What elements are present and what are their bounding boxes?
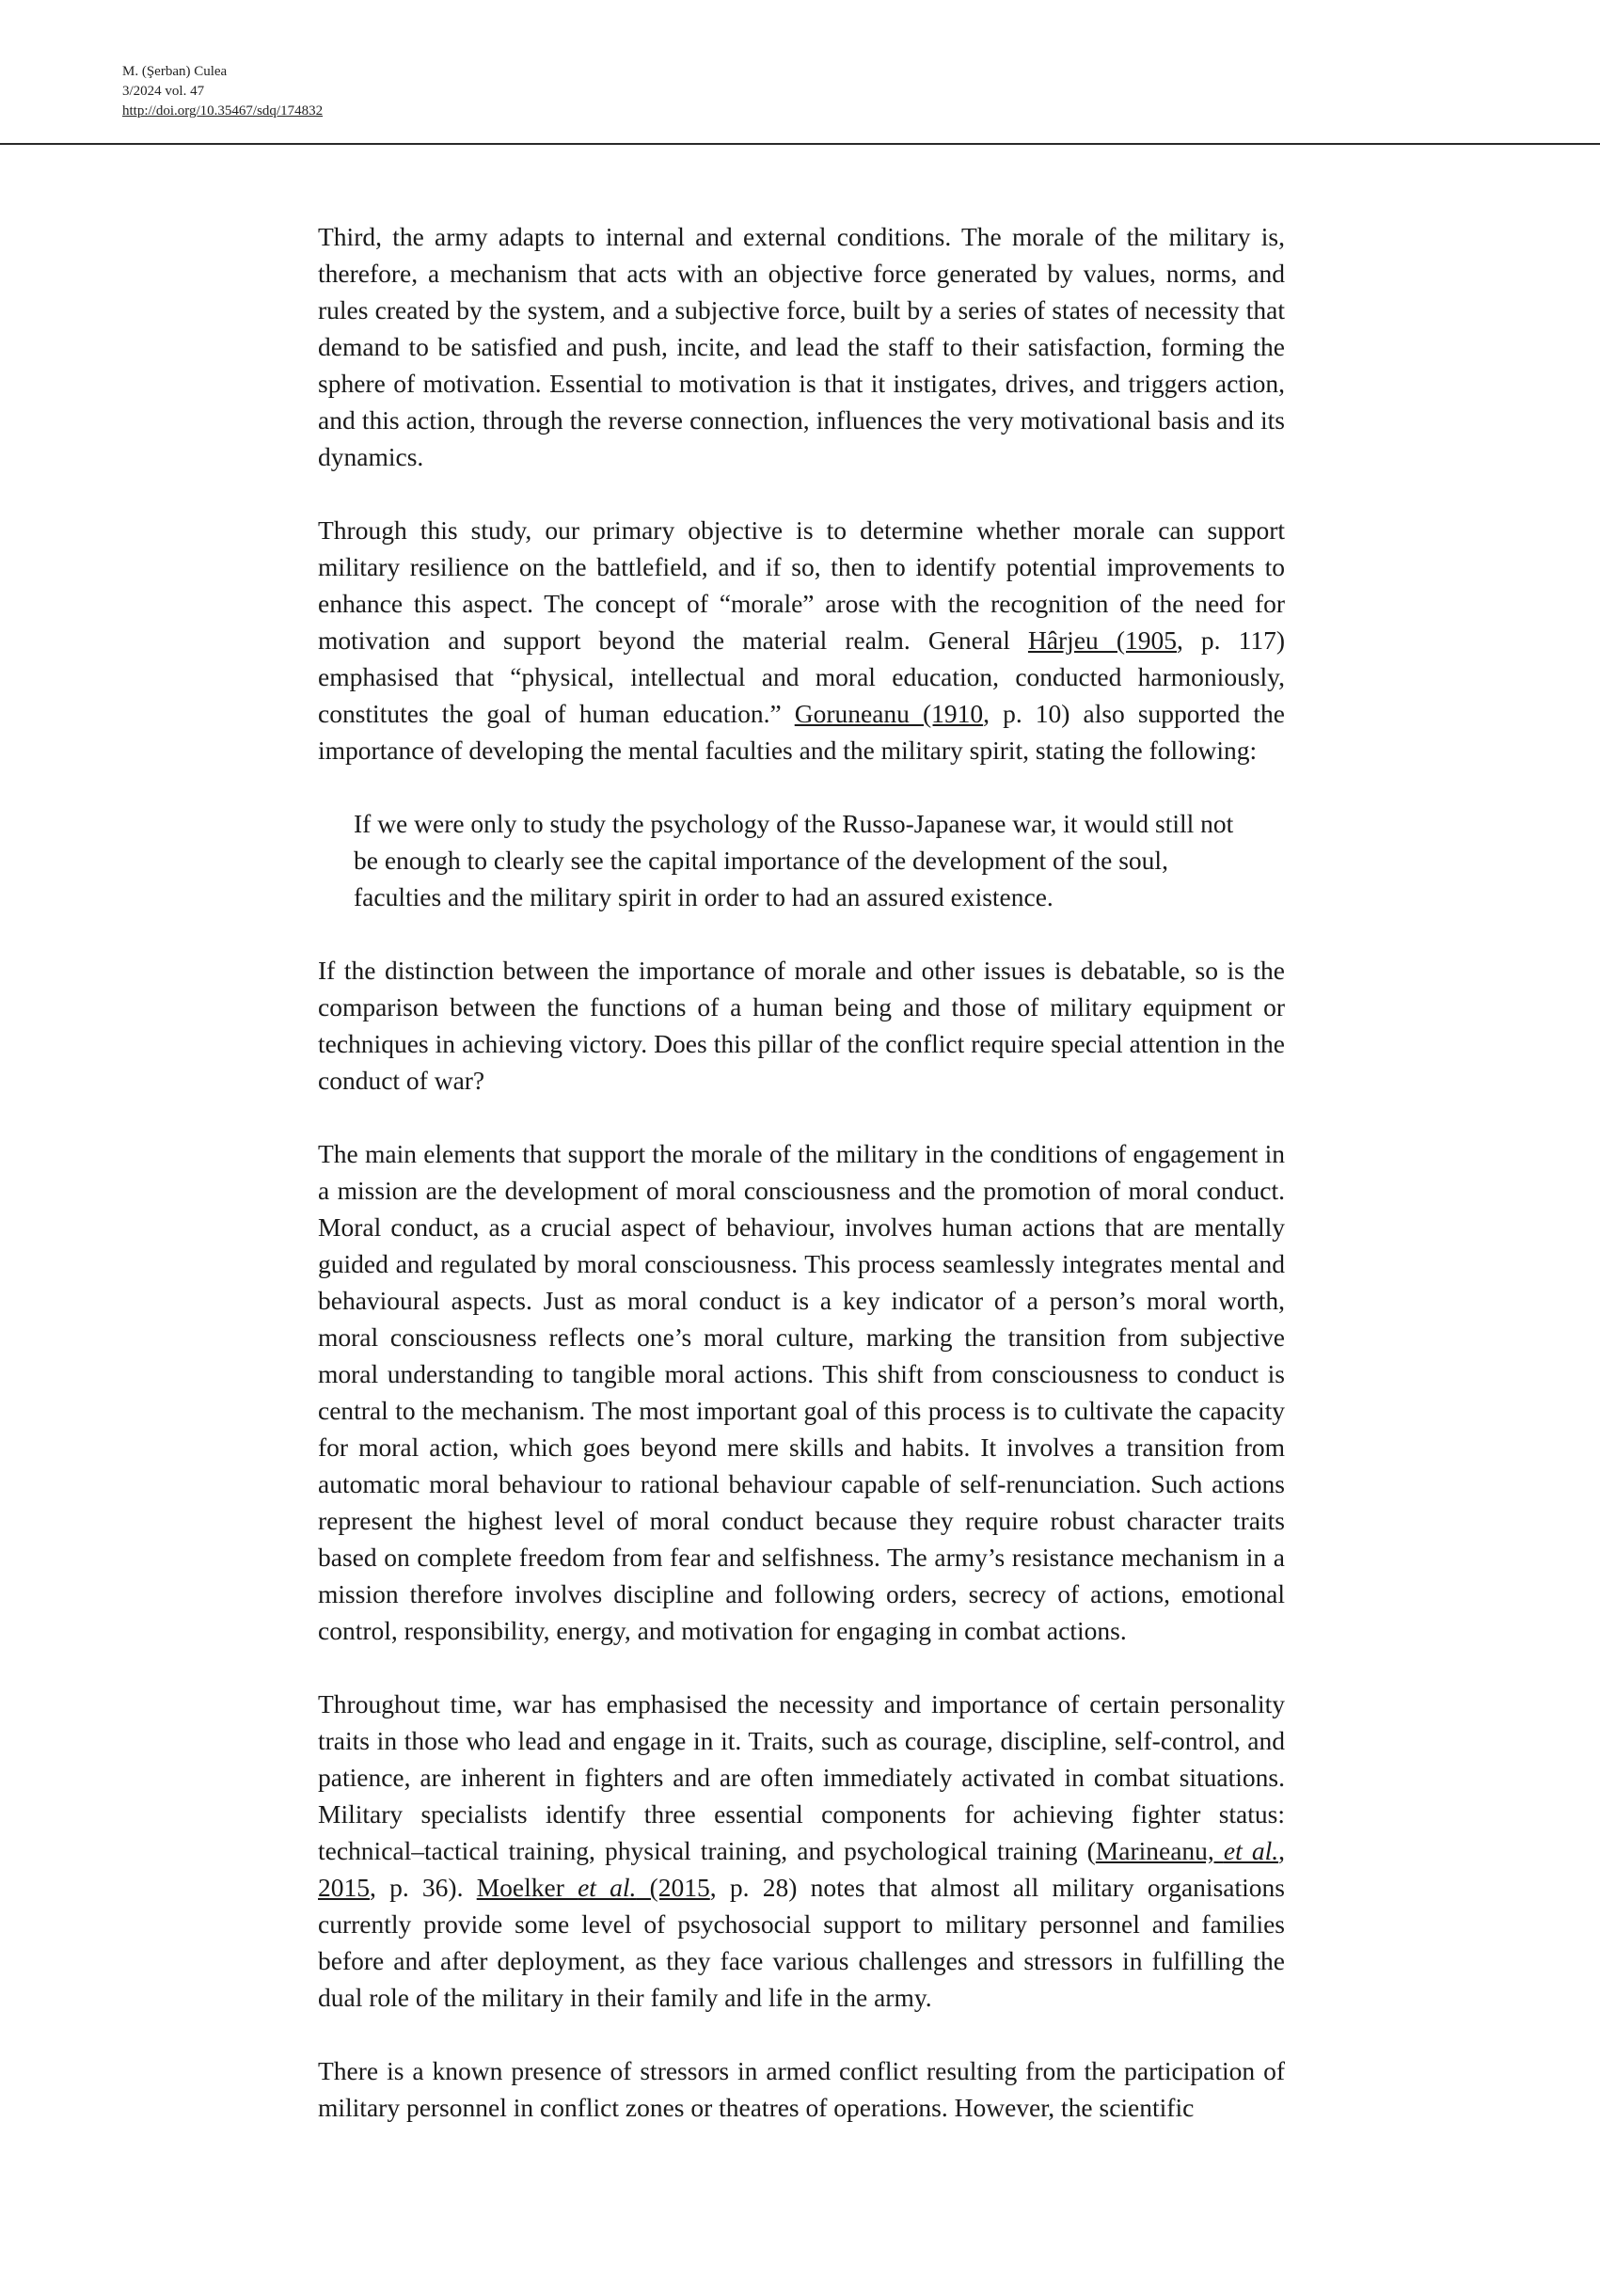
paragraph-2-text-b: , p. 117) emphasised that “physical, intellectual and moral education, conducted harmoniously, constitutes the goal of human education.”	[318, 625, 1285, 728]
running-head	[122, 62, 323, 121]
paragraph-1: Third, the army adapts to internal and external conditions. The morale of the military is, therefore, a mechanism that acts with an objective force generated by values, norms, and rules created by the system, and a subjective force, built by a series of states of necessity that demand to be satisfied and push, incite, and lead the staff to their satisfaction, forming the sphere of motivation. Essential to motivation is that it instigates, drives, and triggers action, and this action, through the reverse connection, influences the very motivational basis and its dynamics.	[318, 222, 1285, 471]
author-line: M. (Şerban) Culea	[122, 64, 228, 79]
citation-moelker-etal: et al.	[578, 1873, 637, 1902]
paragraph-2-text-a: Through this study, our primary objective is to determine whether morale can support military resilience on the battlefield, and if so, then to identify potential improvements to enhance this aspect. The concept of “morale” arose with the recognition of the need for motivation and support beyond the material realm. General	[318, 515, 1285, 655]
doi-link[interactable]: http://doi.org/10.35467/sdq/174832	[122, 103, 324, 119]
paragraph-5	[318, 1686, 1285, 2016]
article-body	[318, 218, 1285, 2162]
citation-goruneanu[interactable]: Goruneanu (1910	[794, 699, 984, 728]
paragraph-6: There is a known presence of stressors in armed conflict resulting from the participation of military personnel in conflict zones or theatres of operations. However, the scientific	[318, 2056, 1285, 2122]
paragraph-2	[318, 512, 1285, 768]
paragraph-4: The main elements that support the morale of the military in the conditions of engagement in a mission are the development of moral consciousness and the promotion of moral conduct. Moral conduct, as a crucial aspect of behaviour, involves human actions that are mentally guided and regulated by moral consciousness. This process seamlessly integrates mental and behavioural aspects. Just as moral conduct is a key indicator of a person’s moral worth, moral consciousness reflects one’s moral culture, marking the transition from subjective moral understanding to tangible moral actions. This shift from consciousness to conduct is central to the mechanism. The most important goal of this process is to cultivate the capacity for moral action, which goes beyond mere skills and habits. It involves a transition from automatic moral behaviour to rational behaviour capable of self-renunciation. Such actions represent the highest level of moral conduct because they require robust character traits based on complete freedom from fear and selfishness. The army’s resistance mechanism in a mission therefore involves discipline and following orders, secrecy of actions, emotional control, responsibility, energy, and motivation for engaging in combat actions.	[318, 1139, 1285, 1645]
paragraph-5-text-c: , p. 28) notes that almost all military organisations currently provide some level of psychosocial support to military personnel and families before and after deployment, as they face various challenges and stressors in fulfilling the dual role of the military in their family and life in the army.	[318, 1873, 1285, 2012]
citation-moelker[interactable]	[477, 1873, 710, 1902]
issue-line: 3/2024 vol. 47	[122, 84, 205, 99]
paragraph-3: If the distinction between the importance of morale and other issues is debatable, so is the comparison between the functions of a human being and those of military equipment or techniques in achieving victory. Does this pillar of the conflict require special attention in the conduct of war?	[318, 956, 1285, 1095]
citation-moelker-year: (2015	[636, 1873, 710, 1902]
citation-marineanu-etal: et al.	[1223, 1836, 1279, 1865]
citation-harjeu[interactable]: Hârjeu (1905	[1027, 625, 1177, 655]
paragraph-5-text-a: Throughout time, war has emphasised the necessity and importance of certain personality traits in those who lead and engage in it. Traits, such as courage, discipline, self-control, and patience, are inherent in fighters and are often immediately activated in combat situations. Military specialists identify three essential components for achieving fighter status: technical–tactical training, physical training, and psychological training (	[318, 1689, 1285, 1865]
paragraph-2-text-c: , p. 10) also supported the importance of developing the mental faculties and the military spirit, stating the following:	[318, 699, 1285, 765]
block-quote: If we were only to study the psychology of the Russo-Japanese war, it would still not be enough to clearly see the capital importance of the development of the soul, faculties and the military spirit in order to had an assured existence.	[354, 809, 1234, 911]
citation-marineanu-year: , 2015	[318, 1836, 1285, 1902]
header-rule	[0, 143, 1600, 145]
paragraph-5-text-b: , p. 36).	[370, 1873, 477, 1902]
citation-moelker-name: Moelker	[476, 1873, 578, 1902]
citation-marineanu-name: Marineanu,	[1095, 1836, 1224, 1865]
